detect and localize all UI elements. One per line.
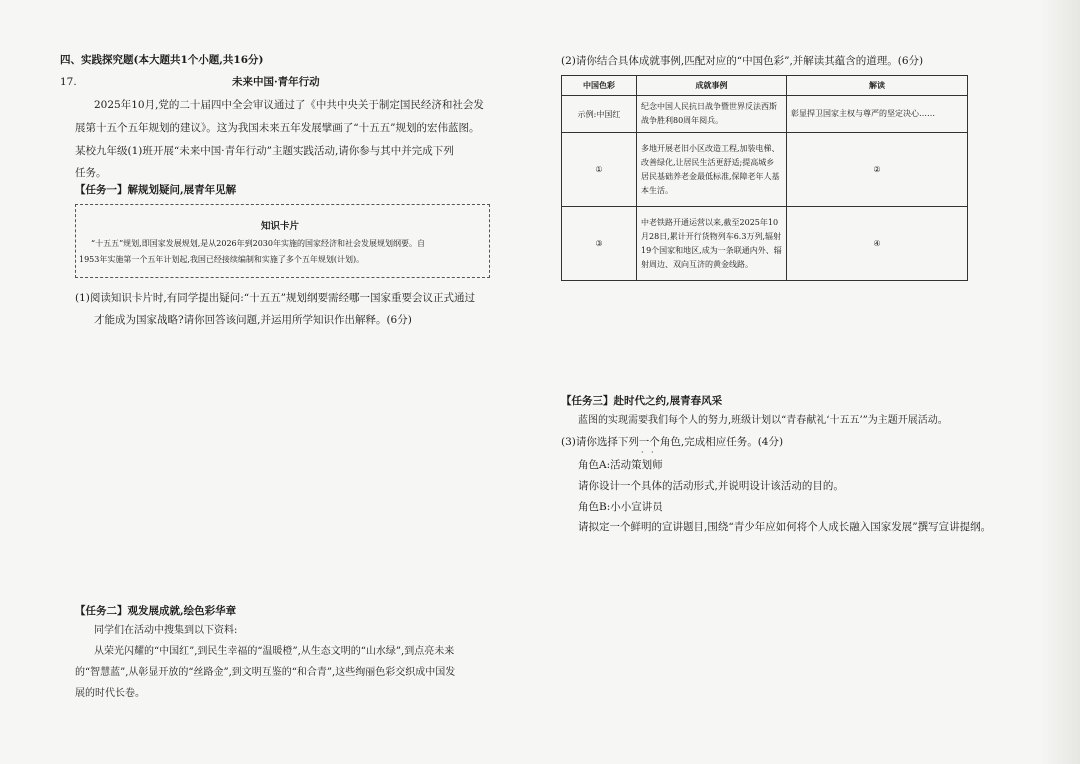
task2-line: 从荣光闪耀的“中国红”,到民生幸福的“温暖橙”,从生态文明的“山水绿”,到点亮未来 bbox=[94, 646, 455, 657]
example-cell: 纪念中国人民抗日战争暨世界反法西斯战争胜利80周年阅兵。 bbox=[641, 102, 777, 125]
role-b: 角色B:小小宣讲员 bbox=[578, 501, 663, 513]
example-cell: 多地开展老旧小区改造工程,加装电梯、改善绿化,让居民生活更舒适;提高城乡居民基础养老金最低标准,保障老年人基本生活。 bbox=[641, 143, 780, 195]
question-title: 未来中国·青年行动 bbox=[232, 76, 320, 88]
question-3: (3)请你选择下列一个角色,完成相应任务。(4分) bbox=[561, 436, 784, 448]
color-cell: 示例:中国红 bbox=[562, 96, 637, 133]
task2-line: 的“智慧蓝”,从彰显开放的“丝路金”,到文明互鉴的“和合青”,这些绚丽色彩交织成中国发 bbox=[75, 667, 456, 678]
table-row bbox=[562, 207, 968, 281]
intro-line: 任务。 bbox=[75, 167, 107, 179]
knowledge-card-line: “十五五”规划,即国家发展规划,是从2026年到2030年实施的国家经济和社会发展规划纲要。自 bbox=[91, 239, 425, 248]
question-1: (1)阅读知识卡片时,有同学提出疑问:“十五五”规划纲要需经哪一国家重要会议正式通过 bbox=[75, 292, 475, 304]
question-1-cont: 才能成为国家战略?请你回答该问题,并运用所学知识作出解释。(6分) bbox=[94, 314, 412, 326]
intro-line: 展第十五个五年规划的建议》。这为我国未来五年发展擘画了“十五五”规划的宏伟蓝图。 bbox=[75, 122, 480, 134]
knowledge-card-title: 知识卡片 bbox=[261, 221, 300, 232]
emphasis-dot: · bbox=[651, 448, 654, 457]
role-a: 角色A:活动策划师 bbox=[578, 459, 663, 471]
color-achievement-table bbox=[561, 75, 968, 281]
section-title: 四、实践探究题(本大题共1个小题,共16分) bbox=[60, 54, 264, 66]
blank-2-cell: ② bbox=[787, 133, 968, 207]
table-header: 解读 bbox=[787, 76, 968, 96]
table-header: 中国色彩 bbox=[562, 76, 637, 96]
task3-intro: 蓝图的实现需要我们每个人的努力,班级计划以“青春献礼‘十五五’”为主题开展活动。 bbox=[578, 415, 948, 426]
role-b-task: 请拟定一个鲜明的宣讲题目,围绕“青少年应如何将个人成长融入国家发展”撰写宣讲提纲。 bbox=[578, 521, 992, 533]
task2-line: 展的时代长卷。 bbox=[75, 688, 145, 699]
intro-line: 2025年10月,党的二十届四中全会审议通过了《中共中央关于制定国民经济和社会发 bbox=[94, 99, 484, 111]
emphasis-dot: · bbox=[641, 448, 644, 457]
task2-line: 同学们在活动中搜集到以下资料: bbox=[94, 625, 238, 636]
question-2: (2)请你结合具体成就事例,匹配对应的“中国色彩”,并解读其蕴含的道理。(6分) bbox=[561, 55, 924, 67]
intro-line: 某校九年级(1)班开展“未来中国·青年行动”主题实践活动,请你参与其中并完成下列 bbox=[75, 145, 454, 157]
table-row bbox=[562, 133, 968, 207]
blank-3-cell: ③ bbox=[562, 207, 637, 281]
task1-title: 【任务一】解规划疑问,展青年见解 bbox=[75, 184, 237, 196]
knowledge-card-line: 1953年实施第一个五年计划起,我国已经接续编制和实施了多个五年规划(计划)。 bbox=[79, 255, 365, 264]
interpretation-cell: 彰显捍卫国家主权与尊严的坚定决心…… bbox=[791, 109, 935, 118]
role-a-task: 请你设计一个具体的活动形式,并说明设计该活动的目的。 bbox=[578, 480, 844, 492]
question-number: 17. bbox=[60, 76, 77, 88]
table-header: 成就事例 bbox=[637, 76, 787, 96]
table-row bbox=[562, 96, 968, 133]
blank-1-cell: ① bbox=[562, 133, 637, 207]
scan-edge-shadow bbox=[1040, 0, 1080, 764]
blank-4-cell: ④ bbox=[787, 207, 968, 281]
table-header-row bbox=[562, 76, 968, 96]
task2-title: 【任务二】观发展成就,绘色彩华章 bbox=[75, 605, 237, 617]
example-cell: 中老铁路开通运营以来,截至2025年10月28日,累计开行货物列车6.3万列,辐射19个国家和地区,成为一条联通内外、辐射周边、双向互济的黄金线路。 bbox=[641, 217, 782, 269]
task3-title: 【任务三】赴时代之约,展青春风采 bbox=[561, 395, 723, 407]
